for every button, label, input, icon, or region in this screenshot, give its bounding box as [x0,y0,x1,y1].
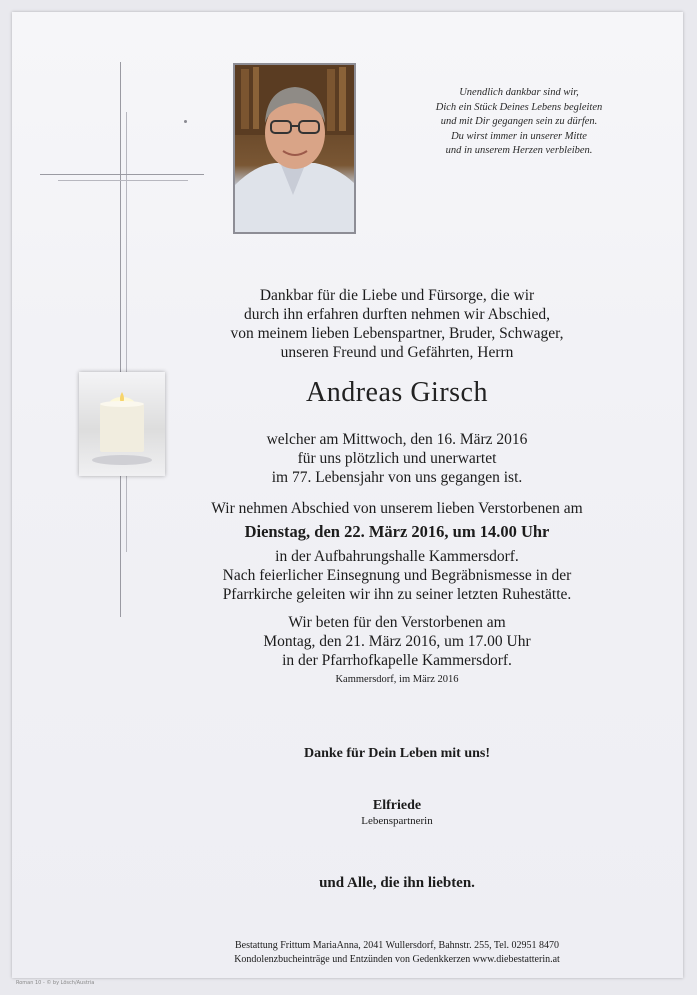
funeral-date: Dienstag, den 22. März 2016, um 14.00 Uhr [244,522,550,541]
poem-line: und in unserem Herzen verbleiben. [445,145,593,157]
place-date: Kammersdorf, im März 2016 [335,674,459,685]
signer-name: Elfriede [372,798,422,813]
ceremony-line: in der Aufbahrungshalle Kammersdorf. [275,548,519,565]
footer [182,939,612,967]
poem-line: Dich ein Stück Deines Lebens begleiten [435,101,603,113]
intro-line: Dankbar für die Liebe und Fürsorge, die wir [259,287,535,304]
ceremony-text [182,547,612,604]
prayer-line: in der Pfarrhofkapelle Kammersdorf. [282,652,512,669]
death-line: welcher am Mittwoch, den 16. März 2016 [266,431,528,448]
ceremony-line: Nach feierlicher Einsegnung und Begräbnismesse in der [222,567,572,584]
cross-horizontal-line-inner [58,180,188,181]
intro-line: von meinem lieben Lebenspartner, Bruder, Schwager, [230,325,564,342]
footer-line: Kondolenzbucheinträge und Entzünden von Gedenkkerzen www.diebestatterin.at [234,954,560,965]
decorative-dot [184,120,187,123]
thanks-line: Danke für Dein Leben mit uns! [303,746,491,761]
prayer-line: Wir beten für den Verstorbenen am [288,614,506,631]
intro-line: unseren Freund und Gefährten, Herrn [280,344,514,361]
farewell-text: Wir nehmen Abschied von unserem lieben Verstorbenen am [211,500,583,517]
deceased-name: Andreas Girsch [306,377,488,408]
intro-text [182,286,612,362]
death-notice [182,430,612,487]
print-credit: Roman 10 - © by Lösch/Austria [16,980,95,986]
candle-image [79,372,165,476]
poem [384,86,654,159]
ceremony-line: Pfarrkirche geleiten wir ihn zu seiner letzten Ruhestätte. [222,586,572,603]
prayer-text [182,613,612,670]
poem-line: Du wirst immer in unserer Mitte [451,130,587,142]
portrait-photo [233,63,356,234]
cross-horizontal-line [40,174,204,175]
poem-line: Unendlich dankbar sind wir, [459,87,579,98]
poem-line: und mit Dir gegangen sein zu dürfen. [440,116,598,128]
death-line: im 77. Lebensjahr von uns gegangen ist. [271,469,523,486]
obituary-sheet [12,12,683,986]
closing-line: und Alle, die ihn liebten. [319,875,475,891]
footer-line: Bestattung Frittum MariaAnna, 2041 Wullersdorf, Bahnstr. 255, Tel. 02951 8470 [234,940,560,951]
cross-vertical-line [120,62,121,617]
prayer-line: Montag, den 21. März 2016, um 17.00 Uhr [263,633,531,650]
death-line: für uns plötzlich und unerwartet [297,450,497,467]
signer-relation: Lebenspartnerin [361,815,433,827]
cross-vertical-line-inner [126,112,127,552]
intro-line: durch ihn erfahren durften nehmen wir Abschied, [243,306,551,323]
